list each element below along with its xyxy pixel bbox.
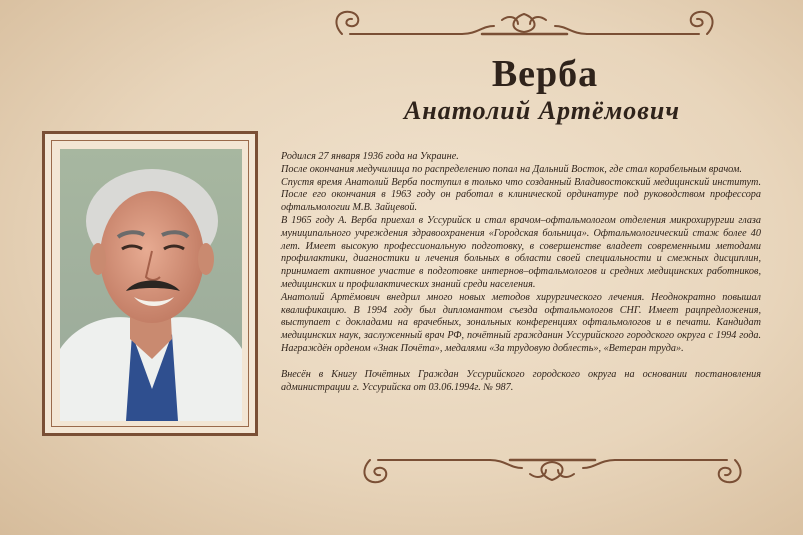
bio-paragraph: Спустя время Анатолий Верба поступил в только что созданный Владивостокский медицинский институт. После его окончания в 1963 году он работал в клинической ординатуре под руководством профессора офтальмологии М.В. Зайцевой.	[281, 176, 761, 214]
portrait-photo	[60, 149, 242, 421]
surname: Верба	[491, 53, 599, 95]
bottom-ornament-icon	[350, 452, 755, 490]
bio-paragraph: Анатолий Артёмович внедрил много новых методов хирургического лечения. Неоднократно повышал квалификацию. В 1994 году был дипломантом съезда офтальмологов СНГ. Имеет рацпредложения, выступает с докладами на врачебных, зональных конференциях офтальмологов и в печати. Кандидат медицинских наук, заслуженный врач РФ, почётный гражданин Уссурийского городского округа с 1994 года. Награждён орденом «Знак Почёта», медалями «За трудовую доблесть», «Ветеран труда».	[281, 291, 761, 354]
biography-text	[281, 151, 761, 394]
bio-paragraph: После окончания медучилища по распределению попал на Дальний Восток, где стал корабельным врачом.	[281, 163, 742, 175]
given-name: Анатолий Артёмович	[403, 96, 681, 125]
bio-paragraph: В 1965 году А. Верба приехал в Уссурийск и стал врачом–офтальмологом отделения микрохирургии глаза муниципального учреждения здравоохранения «Городская больница». Офтальмологический стаж более 40 лет. Имеет высокую профессиональную подготовку, в совершенстве владеет современными методами профилактики, диагностики и лечения больных в области своей специальности и смежных дисциплин, принимает активное участие в подготовке интернов–офтальмологов и средних медицинских работников, медицинских и профилактических знаний среди населения.	[281, 214, 761, 290]
bio-paragraph: Родился 27 января 1936 года на Украине.	[281, 151, 459, 162]
top-ornament-icon	[322, 4, 727, 42]
bio-paragraph: Внесён в Книгу Почётных Граждан Уссурийского городского округа на основании постановления администрации г. Уссурийска от 03.06.1994г. № 987.	[281, 368, 761, 393]
